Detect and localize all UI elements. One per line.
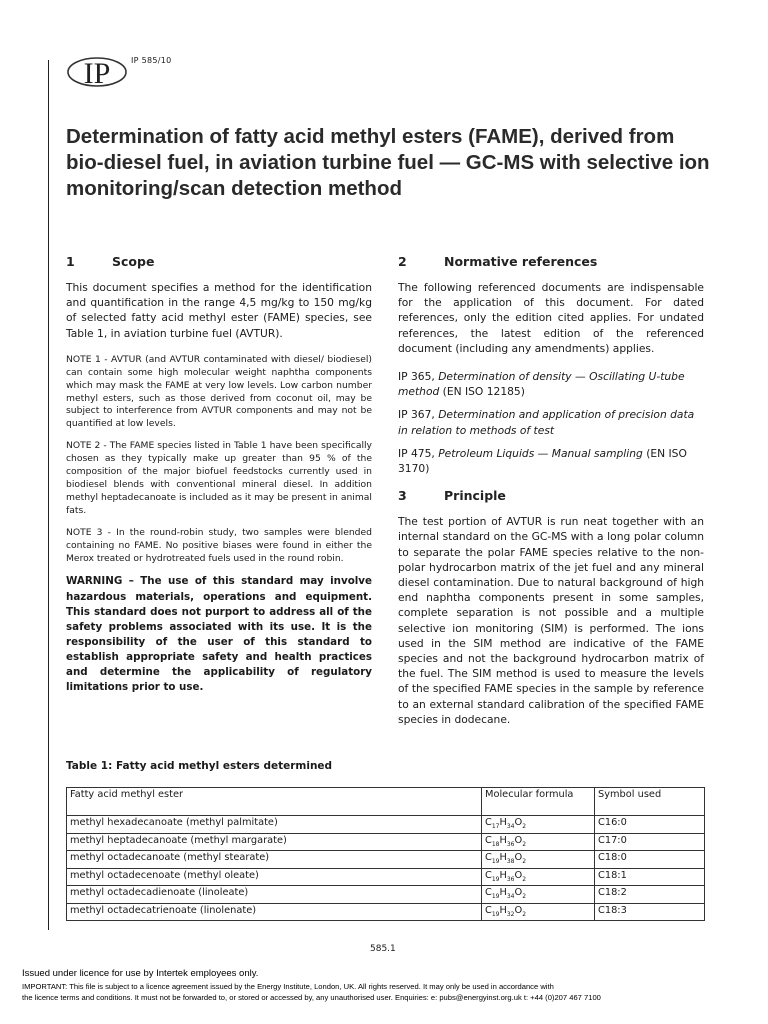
molecular-formula: $C_{18}H_{36}O_2$: [482, 833, 595, 851]
footer-notice-line: the licence terms and conditions. It must not be forwarded to, or stored or accessed by, any unauthorised user. Enquiries: e: pubs@energyinst.org.uk t: +44 (0)207 467 7100: [22, 993, 601, 1002]
table-row: [67, 833, 705, 851]
reference-item: IP 367, Determination and application of precision data in relation to methods of test: [398, 408, 695, 437]
footer-notice-line: IMPORTANT: This file is subject to a licence agreement issued by the Energy Institute, London, UK. All rights reserved. It may only be used in accordance with: [22, 982, 554, 991]
symbol: C18:3: [595, 903, 705, 921]
normative-body: The following referenced documents are indispensable for the application of this document. For dated references, only the edition cited applies. For undated references, the latest edition of the referenced document (including any amendments) applies.: [398, 281, 704, 355]
document-number: IP 585/10: [131, 56, 172, 65]
column-header: Symbol used: [595, 788, 705, 816]
margin-rule: [48, 60, 49, 930]
page-title: Determination of fatty acid methyl esters (FAME), derived from bio-diesel fuel, in aviation turbine fuel — GC-MS with selective ion monitoring/scan detection method: [66, 125, 710, 200]
fame-table: [66, 787, 705, 921]
molecular-formula: $C_{19}H_{34}O_2$: [482, 886, 595, 904]
table-row: [67, 903, 705, 921]
reference-item: IP 475, Petroleum Liquids — Manual sampling (EN ISO 3170): [398, 446, 687, 476]
left-column: [66, 254, 372, 695]
table-row: [67, 868, 705, 886]
molecular-formula: $C_{19}H_{32}O_2$: [482, 903, 595, 921]
logo-text: IP: [83, 57, 111, 90]
section-heading-scope: 1 Scope: [66, 254, 155, 269]
table-row: [67, 851, 705, 869]
symbol: C18:2: [595, 886, 705, 904]
column-header: Molecular formula: [482, 788, 595, 816]
molecular-formula: $C_{19}H_{38}O_2$: [482, 851, 595, 869]
principle-body: The test portion of AVTUR is run neat together with an internal standard on the GC-MS with a long polar column to separate the polar FAME species relative to the non-polar hydrocarbon matrix of the jet fuel and any mineral diesel contamination. Due to natural background of high end naphtha components present in some samples, complete separation is not possible and a multiple selective ion monitoring (SIM) is performed. The ions used in the SIM method are indicative of the FAME species and not the background hydrocarbon matrix of the fuel. The SIM method is used to measure the levels of the specified FAME species in the sample by reference to an external standard calibration of the specified FAME species in dodecane.: [398, 515, 704, 726]
footer-licence-line: Issued under licence for use by Intertek employees only.: [22, 968, 259, 979]
table-row: [67, 816, 705, 834]
section-heading-normative: 2 Normative references: [398, 254, 598, 269]
reference-item: IP 365, Determination of density — Oscillating U-tube method (EN ISO 12185): [398, 370, 685, 399]
ester-name: methyl hexadecanoate (methyl palmitate): [67, 816, 482, 834]
ester-name: methyl octadecadienoate (linoleate): [67, 886, 482, 904]
page-number: 585.1: [370, 944, 396, 954]
symbol: C18:0: [595, 851, 705, 869]
ip-logo: [66, 52, 128, 92]
ester-name: methyl heptadecanoate (methyl margarate): [67, 833, 482, 851]
table-row: [67, 886, 705, 904]
ester-name: methyl octadecatrienoate (linolenate): [67, 903, 482, 921]
symbol: C18:1: [595, 868, 705, 886]
ester-name: methyl octadecanoate (methyl stearate): [67, 851, 482, 869]
section-heading-principle: 3 Principle: [398, 488, 506, 504]
molecular-formula: $C_{17}H_{34}O_2$: [482, 816, 595, 834]
column-header: Fatty acid methyl ester: [67, 788, 482, 816]
note-3: NOTE 3 - In the round-robin study, two samples were blended containing no FAME. No positive biases were found in either the Merox treated or hydrotreated fuels used in the round robin.: [66, 526, 372, 564]
table-caption: Table 1: Fatty acid methyl esters determined: [66, 760, 333, 772]
table-header-row: [67, 788, 705, 816]
molecular-formula: $C_{19}H_{36}O_2$: [482, 868, 595, 886]
right-column: [398, 254, 704, 740]
warning-text: WARNING – The use of this standard may involve hazardous materials, operations and equipment. This standard does not purport to address all of the safety problems associated with its use. It is the responsibility of the user of this standard to establish appropriate safety and health practices and determine the applicability of regulatory limitations prior to use.: [66, 575, 372, 694]
licence-footer: [22, 968, 762, 1003]
ester-name: methyl octadecenoate (methyl oleate): [67, 868, 482, 886]
note-2: NOTE 2 - The FAME species listed in Table 1 have been specifically chosen as they typically make up greater than 95 % of the composition of the major biofuel feedstocks currently used in biodiesel blends with conventional mineral diesel. In addition methyl heptadecanoate is included as it may be present in animal fats.: [66, 440, 372, 516]
note-1: NOTE 1 - AVTUR (and AVTUR contaminated with diesel/ biodiesel) can contain some high molecular weight naphtha components which may mask the FAME at very low levels. Low carbon number methyl esters, such as those derived from coconut oil, may be subject to interference from AVTUR components and may not be quantified at low levels.: [66, 353, 372, 430]
scope-body: This document specifies a method for the identification and quantification in the range 4,5 mg/kg to 150 mg/kg of selected fatty acid methyl ester (FAME) species, see Table 1, in aviation turbine fuel (AVTUR).: [66, 281, 372, 340]
symbol: C16:0: [595, 816, 705, 834]
symbol: C17:0: [595, 833, 705, 851]
